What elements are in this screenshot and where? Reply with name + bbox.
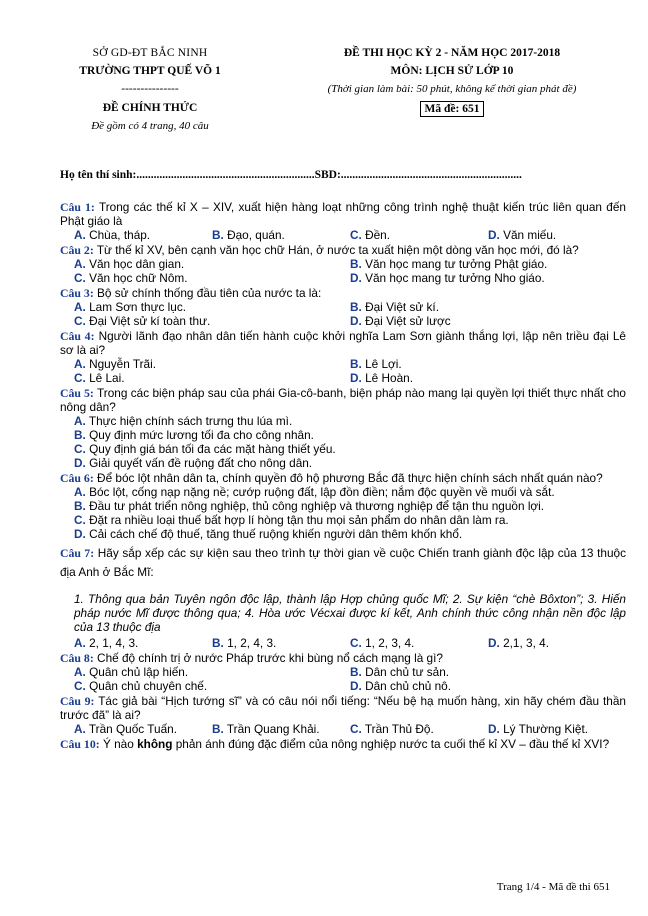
option-b: B. Đạo, quán. xyxy=(212,228,285,242)
question-label: Câu 9: xyxy=(60,694,95,708)
question-8 xyxy=(60,651,626,693)
question-3 xyxy=(60,286,626,328)
option-a: A. Quân chủ lập hiến. xyxy=(74,665,189,679)
question-stem-start: Ý nào xyxy=(102,737,134,751)
option-d: D. Giải quyết vấn đề ruộng đất cho nông dân. xyxy=(74,456,313,470)
question-10 xyxy=(60,737,626,751)
question-5 xyxy=(60,386,626,470)
question-stem: Người lãnh đạo nhân dân tiến hành cuộc khởi nghĩa Lam Sơn giành thắng lợi, lập nên triều đại Lê sơ là ai? xyxy=(60,329,626,357)
question-9 xyxy=(60,694,626,736)
option-d: D. 2,1, 3, 4. xyxy=(488,636,550,650)
option-c: C. Trần Thủ Độ. xyxy=(350,722,434,736)
exam-code-box: Mã đề: 651 xyxy=(420,101,485,117)
school-name: TRƯỜNG THPT QUẾ VÕ 1 xyxy=(79,65,221,77)
option-c: C. Lê Lai. xyxy=(74,371,125,385)
option-b: B. Đầu tư phát triển nông nghiệp, thủ công nghiệp và thương nghiệp để tận thu nguồn lợi. xyxy=(74,499,545,513)
subject-title: MÔN: LỊCH SỬ LỚP 10 xyxy=(390,65,514,77)
header-right xyxy=(282,47,622,117)
header-divider: --------------- xyxy=(121,83,179,95)
option-c: C. Quân chủ chuyên chế. xyxy=(74,679,208,693)
question-1 xyxy=(60,200,626,242)
option-a: A. Lam Sơn thực lục. xyxy=(74,300,187,314)
question-stem: Chế độ chính trị ở nước Pháp trước khi bùng nổ cách mạng là gì? xyxy=(97,651,443,665)
question-7 xyxy=(60,544,626,650)
question-6 xyxy=(60,471,626,541)
option-a: A. Chùa, tháp. xyxy=(74,228,151,242)
option-d: D. Cải cách chế độ thuế, tăng thuế ruộng khiến người dân thêm khốn khổ. xyxy=(74,527,463,541)
option-d: D. Dân chủ chủ nô. xyxy=(350,679,452,693)
option-b: B. Trần Quang Khải. xyxy=(212,722,320,736)
duration-note: (Thời gian làm bài: 50 phút, không kể thời gian phát đề) xyxy=(327,83,577,95)
question-label: Câu 10: xyxy=(60,737,100,751)
question-label: Câu 3: xyxy=(60,286,94,300)
header-left xyxy=(50,47,250,132)
question-2 xyxy=(60,243,626,285)
question-label: Câu 6: xyxy=(60,471,94,485)
question-label: Câu 1: xyxy=(60,200,95,214)
question-label: Câu 5: xyxy=(60,386,94,400)
option-a: A. Văn học dân gian. xyxy=(74,257,185,271)
question-stem: Hãy sắp xếp các sự kiện sau theo trình tự thời gian về cuộc Chiến tranh giành độc lập của 13 thuộc địa Anh ở Bắc Mĩ: xyxy=(60,546,626,579)
question-list xyxy=(60,200,626,752)
question-label: Câu 7: xyxy=(60,546,95,560)
student-info-line: Họ tên thí sinh:..............................................................SBD:............................................................... xyxy=(60,169,522,181)
option-b: B. Lê Lợi. xyxy=(350,357,402,371)
question-stem: Để bóc lột nhân dân ta, chính quyền đô hộ phương Bắc đã thực hiện chính sách nhất quán nào? xyxy=(97,471,603,485)
question-stem-emphasis: không xyxy=(137,737,173,751)
question-stem: Bộ sử chính thống đầu tiên của nước ta là: xyxy=(97,286,322,300)
pages-info: Đề gồm có 4 trang, 40 câu xyxy=(91,120,209,132)
option-a: A. Trần Quốc Tuấn. xyxy=(74,722,177,736)
option-d: D. Văn học mang tư tưởng Nho giáo. xyxy=(350,271,545,285)
event-list: 1. Thông qua bản Tuyên ngôn độc lập, thành lập Hợp chủng quốc Mĩ; 2. Sự kiện “chè Bôxton”; 3. Hiến pháp nước Mĩ được thông qua; 4. Hòa ước Vécxai được kí kết, Anh chính thức công nhận nền độc lập của 13 thuộc địa xyxy=(74,592,626,634)
option-c: C. Đại Việt sử kí toàn thư. xyxy=(74,314,211,328)
question-stem: Tác giả bài “Hịch tướng sĩ” và có câu nói nổi tiếng: “Nếu bệ hạ muốn hàng, xin hãy chém đầu thần trước đã” là ai? xyxy=(60,694,626,722)
question-stem: Trong các thế kỉ X – XIV, xuất hiện hàng loạt những công trình nghệ thuật kiến trúc liên quan đến Phật giáo là xyxy=(60,200,626,228)
option-b: B. Văn học mang tư tưởng Phật giáo. xyxy=(350,257,548,271)
option-d: D. Đại Việt sử lược xyxy=(350,314,451,328)
option-b: B. Quy định mức lương tối đa cho công nhân. xyxy=(74,428,314,442)
exam-title: ĐỀ THI HỌC KỲ 2 - NĂM HỌC 2017-2018 xyxy=(343,47,561,59)
department-name: SỞ GD-ĐT BẮC NINH xyxy=(92,47,208,59)
option-c: C. Văn học chữ Nôm. xyxy=(74,271,188,285)
option-b: B. Dân chủ tư sản. xyxy=(350,665,450,679)
option-a: A. Bóc lột, cống nạp nặng nề; cướp ruộng đất, lập đồn điền; nắm độc quyền về muối và sắt. xyxy=(74,485,555,499)
question-label: Câu 4: xyxy=(60,329,95,343)
option-d: D. Lý Thường Kiệt. xyxy=(488,722,589,736)
question-stem-end: phản ánh đúng đặc điểm của nông nghiệp nước ta cuối thế kỉ XV – đầu thế kỉ XVI? xyxy=(175,737,610,751)
question-stem: Trong các biện pháp sau của phái Gia-cô-banh, biện pháp nào mang lại quyền lợi thiết thực nhất cho nông dân? xyxy=(60,386,626,414)
question-label: Câu 8: xyxy=(60,651,94,665)
question-label: Câu 2: xyxy=(60,243,94,257)
question-stem: Từ thế kỉ XV, bên cạnh văn học chữ Hán, ở nước ta xuất hiện một dòng văn học mới, đó là? xyxy=(96,243,579,257)
official-label: ĐỀ CHÍNH THỨC xyxy=(102,102,198,114)
option-c: C. 1, 2, 3, 4. xyxy=(350,636,415,650)
option-c: C. Đặt ra nhiều loại thuế bất hợp lí hòng tận thu mọi sản phẩm do nhân dân làm ra. xyxy=(74,513,509,527)
option-d: D. Văn miếu. xyxy=(488,228,557,242)
option-b: B. 1, 2, 4, 3. xyxy=(212,636,277,650)
option-d: D. Lê Hoàn. xyxy=(350,371,413,385)
page-footer: Trang 1/4 - Mã đề thi 651 xyxy=(496,881,610,893)
option-a: A. 2, 1, 4, 3. xyxy=(74,636,139,650)
option-c: C. Quy định giá bán tối đa các mặt hàng thiết yếu. xyxy=(74,442,336,456)
question-4 xyxy=(60,329,626,385)
option-b: B. Đại Việt sử kí. xyxy=(350,300,439,314)
option-a: A. Nguyễn Trãi. xyxy=(74,357,156,371)
option-a: A. Thực hiện chính sách trưng thu lúa mì. xyxy=(74,414,293,428)
option-c: C. Đền. xyxy=(350,228,391,242)
